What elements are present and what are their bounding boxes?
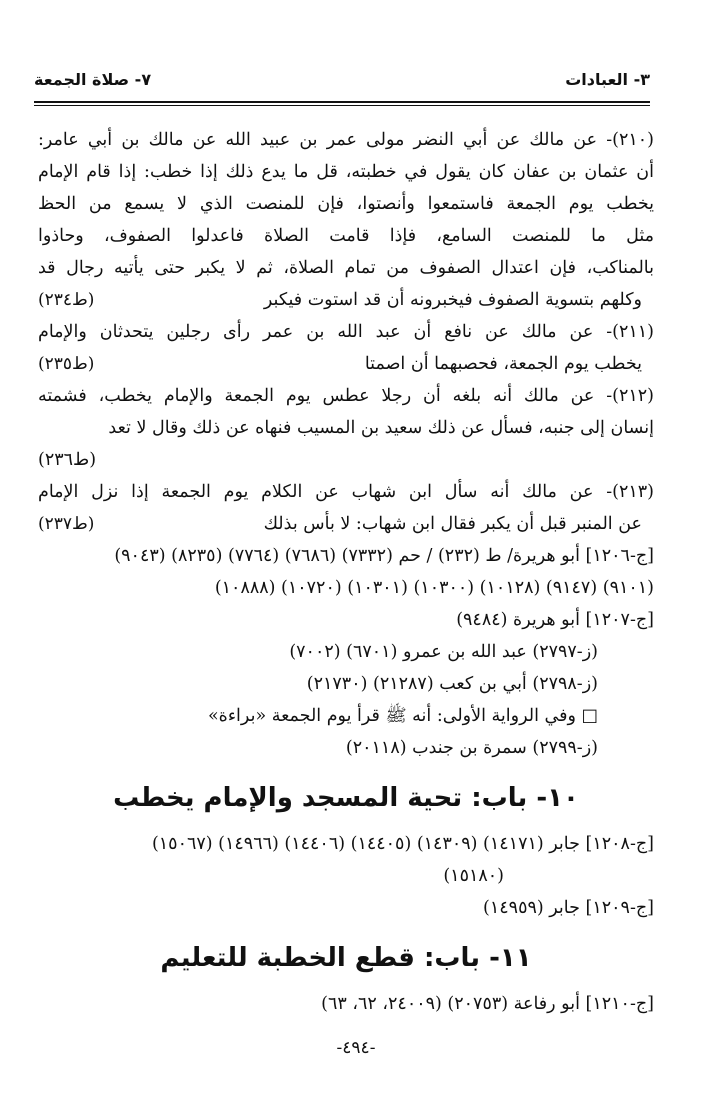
- text-line: (٢١٣)- عن مالك أنه سأل ابن شهاب عن الكلام يوم الجمعة إذا نزل الإمام: [38, 482, 654, 502]
- hadith-final-text: وكلهم بتسوية الصفوف فيخبرونه أن قد استوت فيكبر: [263, 290, 642, 310]
- reference-line: (ز-٢٧٩٨) أبي بن كعب (٢١٢٨٧) (٢١٧٣٠): [306, 674, 598, 694]
- header-rule: [34, 101, 650, 106]
- reference-line: (١٥١٨٠): [443, 866, 504, 886]
- text-line: (٢١١)- عن مالك عن نافع أن عبد الله بن عمر رأى رجلين يتحدثان والإمام: [38, 322, 654, 342]
- source-reference: (ط٢٣٧): [38, 514, 95, 534]
- page-body: [38, 124, 654, 1020]
- source-reference: (ط٢٣٦): [38, 450, 97, 470]
- text-line-with-source: [38, 348, 654, 380]
- text-line: (٢١٢)- عن مالك أنه بلغه أن رجلا عطس يوم الجمعة والإمام يخطب، فشمته: [38, 386, 654, 406]
- source-reference: (ط٢٣٤): [38, 290, 95, 310]
- hadith-final-text: يخطب يوم الجمعة، فحصبهما أن اصمتا: [364, 354, 642, 374]
- chapter-11-references: [38, 988, 654, 1020]
- reference-line: (ز-٢٧٩٧) عبد الله بن عمرو (٦٧٠١) (٧٠٠٢): [289, 642, 598, 662]
- text-line: يخطب يوم الجمعة فاستمعوا وأنصتوا، فإن للمنصت الذي لا يسمع من الحظ: [38, 194, 654, 214]
- hadith-final-text: عن المنبر قبل أن يكبر فقال ابن شهاب: لا بأس بذلك: [263, 514, 642, 534]
- hadith-210: [38, 124, 654, 316]
- cross-references: [38, 540, 654, 764]
- text-line: بالمناكب، فإن اعتدال الصفوف من تمام الصلاة، ثم لا يكبر حتى يأتيه رجال قد: [38, 258, 654, 278]
- reference-line: [ج-١٢٠٩] جابر (١٤٩٥٩): [483, 898, 654, 918]
- running-header-book-section: ٣- العبادات: [565, 70, 650, 89]
- text-line: مثل ما للمنصت السامع، فإذا قامت الصلاة فاعدلوا الصفوف، وحاذوا: [38, 226, 654, 246]
- hadith-212: [38, 380, 654, 476]
- reference-line: [ج-١٢١٠] أبو رفاعة (٢٠٧٥٣) (٢٤٠٠٩، ٦٢، ٦٣): [321, 994, 654, 1014]
- text-line-with-source: [38, 508, 654, 540]
- running-header-chapter: ٧- صلاة الجمعة: [34, 70, 152, 89]
- page-number: -٤٩٤-: [336, 1038, 376, 1058]
- chapter-11-heading: ١١- باب: قطع الخطبة للتعليم: [160, 943, 532, 973]
- chapter-10-heading: ١٠- باب: تحية المسجد والإمام يخطب: [113, 783, 579, 813]
- reference-line: [ج-١٢٠٧] أبو هريرة (٩٤٨٤): [456, 610, 654, 630]
- text-line: إنسان إلى جنبه، فسأل عن ذلك سعيد بن المسيب فنهاه عن ذلك وقال لا تعد: [108, 418, 654, 438]
- reference-line: (ز-٢٧٩٩) سمرة بن جندب (٢٠١١٨): [345, 738, 598, 758]
- reference-line: [ج-١٢٠٦] أبو هريرة/ ط (٢٣٢) / حم (٧٣٣٢) (٧٦٨٦) (٧٧٦٤) (٨٢٣٥) (٩٠٤٣): [114, 546, 654, 566]
- note-line: □ وفي الرواية الأولى: أنه ﷺ قرأ يوم الجمعة «براءة»: [207, 706, 598, 726]
- reference-line: (٩١٠١) (٩١٤٧) (١٠١٢٨) (١٠٣٠٠) (١٠٣٠١) (١٠٧٢٠) (١٠٨٨٨): [214, 578, 654, 598]
- text-line-with-source: [38, 284, 654, 316]
- text-line: أن عثمان بن عفان كان يقول في خطبته، قل ما يدع ذلك إذا خطب: إذا قام الإمام: [38, 162, 654, 182]
- source-reference: (ط٢٣٥): [38, 354, 95, 374]
- hadith-211: [38, 316, 654, 380]
- reference-line: [ج-١٢٠٨] جابر (١٤١٧١) (١٤٣٠٩) (١٤٤٠٥) (١٤٤٠٦) (١٤٩٦٦) (١٥٠٦٧): [151, 834, 654, 854]
- chapter-10-references: [38, 828, 654, 924]
- text-line: (٢١٠)- عن مالك عن أبي النضر مولى عمر بن عبيد الله عن مالك بن أبي عامر:: [38, 130, 654, 150]
- hadith-213: [38, 476, 654, 540]
